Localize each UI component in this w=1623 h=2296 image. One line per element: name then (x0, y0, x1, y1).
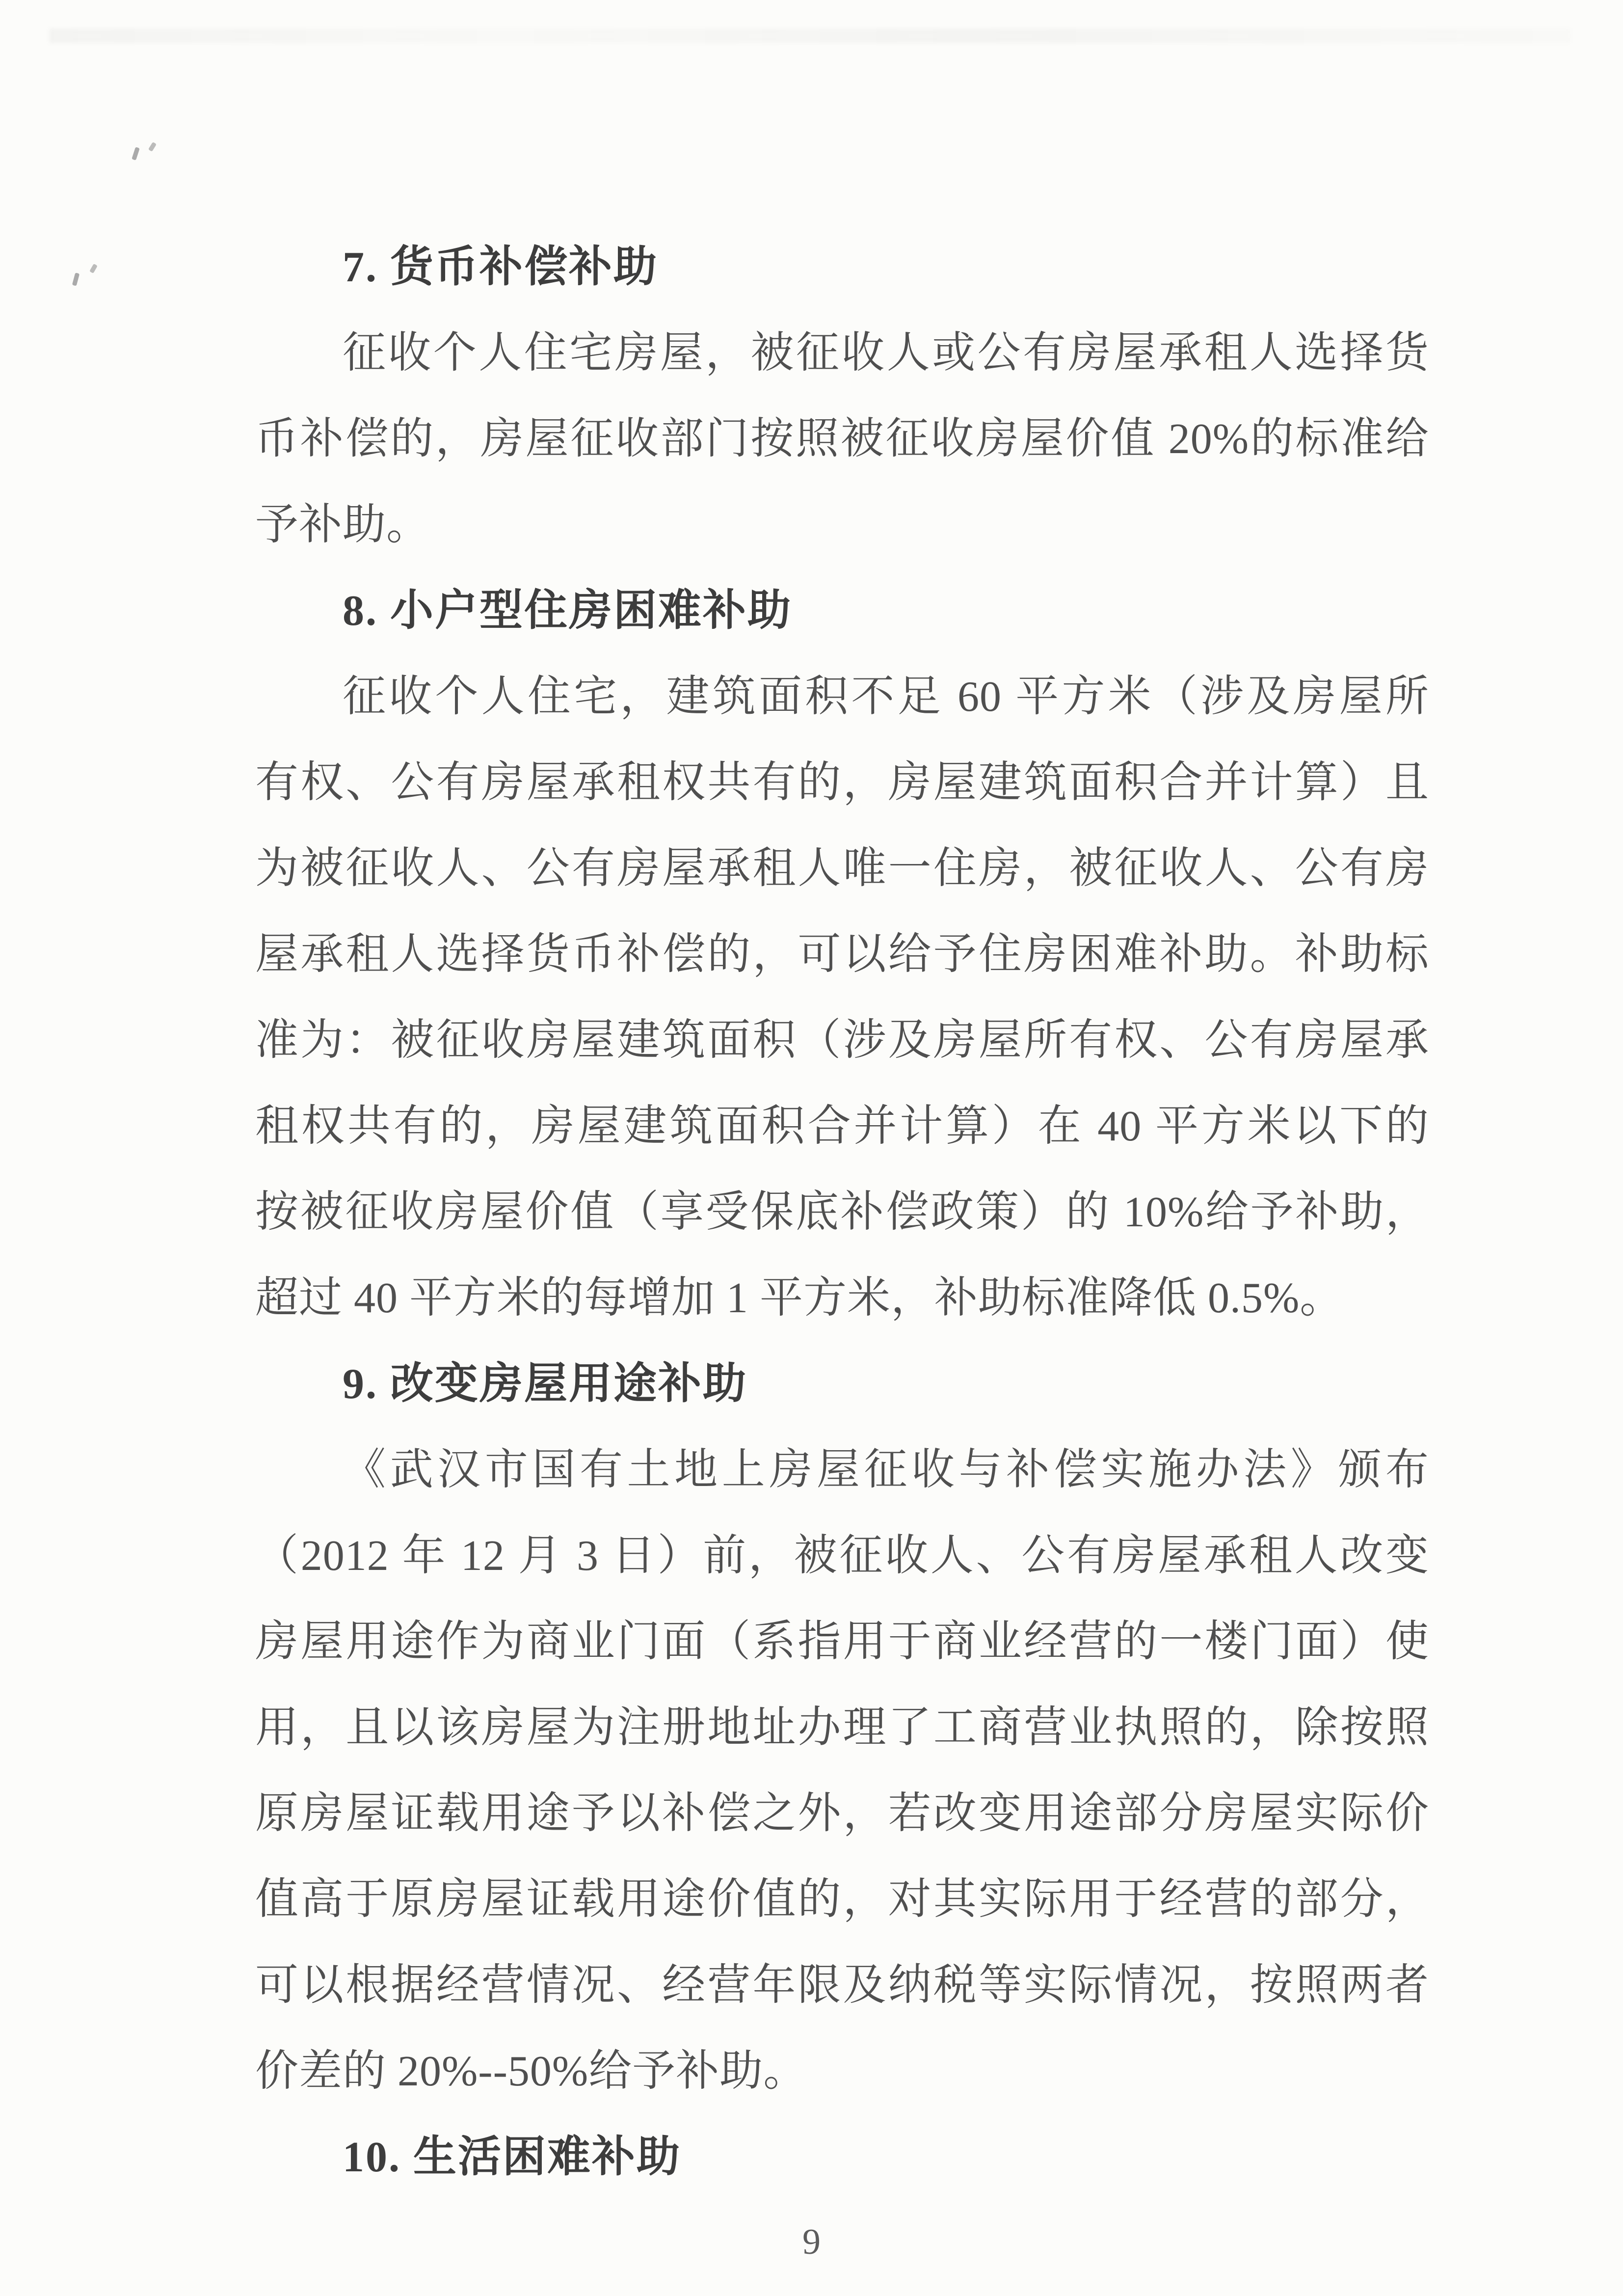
scan-noise-band (49, 28, 1570, 43)
section-9-change-of-use-subsidy (255, 1341, 1429, 2114)
scan-speck (148, 142, 157, 152)
document-text-block (255, 224, 1429, 2200)
paragraph-line: 按被征收房屋价值（享受保底补偿政策）的 10%给予补助， (255, 1189, 1429, 1236)
section-heading: 10. 生活困难补助 (343, 2134, 682, 2181)
paragraph-line: 币补偿的，房屋征收部门按照被征收房屋价值 20%的标准给 (255, 415, 1429, 463)
paragraph-line: 准为：被征收房屋建筑面积（涉及房屋所有权、公有房屋承 (255, 1017, 1429, 1064)
paragraph-line: 征收个人住宅房屋，被征收人或公有房屋承租人选择货 (343, 329, 1429, 377)
paragraph-line: 予补助。 (255, 501, 430, 549)
paragraph-line: 征收个人住宅，建筑面积不足 60 平方米（涉及房屋所 (343, 673, 1429, 721)
section-8-small-unit-housing-hardship-subsidy (255, 568, 1429, 1341)
section-7-monetary-compensation-subsidy (255, 224, 1429, 568)
paragraph-line: 原房屋证载用途予以补偿之外，若改变用途部分房屋实际价 (255, 1790, 1429, 1837)
paragraph-line: 屋承租人选择货币补偿的，可以给予住房困难补助。补助标 (255, 931, 1429, 978)
scan-speck (132, 147, 140, 161)
paragraph-line: 房屋用途作为商业门面（系指用于商业经营的一楼门面）使 (255, 1618, 1429, 1666)
scan-speck (72, 272, 80, 286)
paragraph-line: 租权共有的，房屋建筑面积合并计算）在 40 平方米以下的 (255, 1103, 1429, 1150)
paragraph-line: 用，且以该房屋为注册地址办理了工商营业执照的，除按照 (255, 1704, 1429, 1752)
paragraph-line: 可以根据经营情况、经营年限及纳税等实际情况，按照两者 (255, 1962, 1429, 2009)
section-heading: 9. 改变房屋用途补助 (343, 1360, 748, 1408)
paragraph-line: 超过 40 平方米的每增加 1 平方米，补助标准降低 0.5%。 (255, 1274, 1344, 1322)
paragraph-line: 《武汉市国有土地上房屋征收与补偿实施办法》颁布 (343, 1446, 1429, 1494)
paragraph-line: 价差的 20%--50%给予补助。 (255, 2048, 807, 2095)
paragraph-line: 值高于原房屋证载用途价值的，对其实际用于经营的部分， (255, 1876, 1429, 1923)
paragraph-line: （2012 年 12 月 3 日）前，被征收人、公有房屋承租人改变 (255, 1532, 1429, 1580)
section-10-living-hardship-subsidy (255, 2114, 1429, 2200)
paragraph-line: 为被征收人、公有房屋承租人唯一住房，被征收人、公有房 (255, 845, 1429, 892)
scan-speck (89, 264, 98, 273)
paragraph-line: 有权、公有房屋承租权共有的，房屋建筑面积合并计算）且 (255, 759, 1429, 807)
page-number: 9 (802, 2222, 821, 2262)
section-heading: 7. 货币补偿补助 (343, 243, 659, 291)
section-heading: 8. 小户型住房困难补助 (343, 587, 793, 635)
